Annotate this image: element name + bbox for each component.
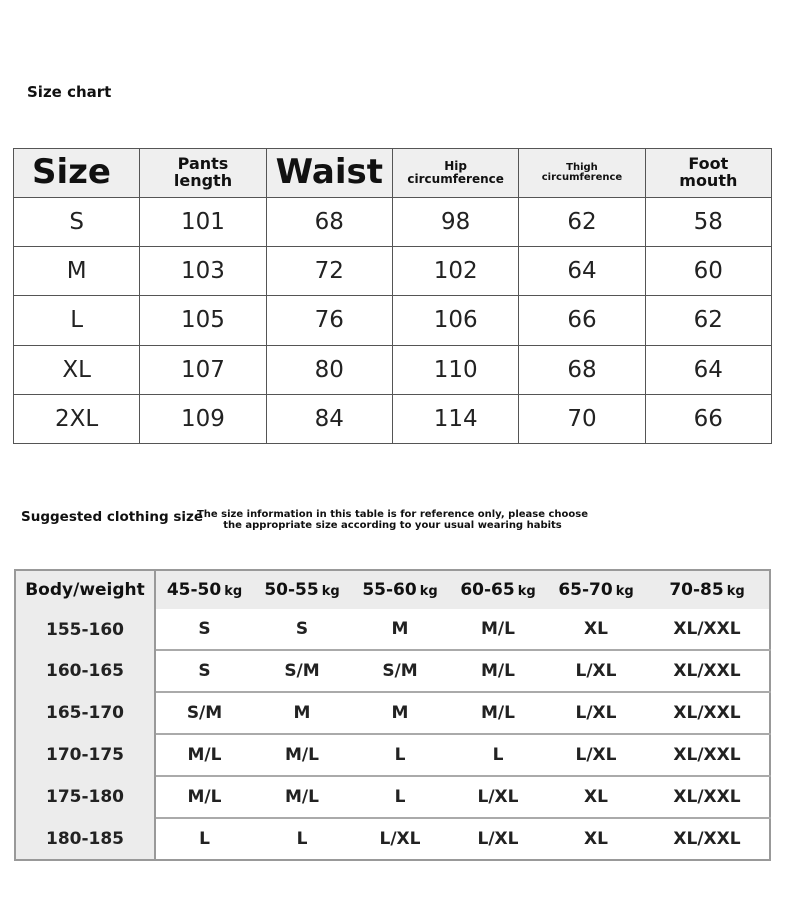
size-cell: S <box>155 650 253 692</box>
size-cell: L/XL <box>449 776 547 818</box>
height-range: 165-170 <box>15 692 155 734</box>
table-row <box>14 296 772 345</box>
table-row <box>14 394 772 443</box>
table-cell: L <box>14 296 140 345</box>
table-cell: 102 <box>392 247 518 296</box>
size-cell: L/XL <box>547 650 645 692</box>
size-cell: S/M <box>155 692 253 734</box>
table-cell: 60 <box>645 247 771 296</box>
table-cell: 66 <box>645 394 771 443</box>
size-chart-title: Size chart <box>27 83 112 101</box>
size-cell: XL <box>547 609 645 650</box>
weight-header: 55-60 kg <box>351 570 449 609</box>
height-range: 160-165 <box>15 650 155 692</box>
size-cell: M/L <box>155 776 253 818</box>
size-table-header <box>14 149 772 198</box>
size-cell: L <box>296 829 308 849</box>
table-cell: 68 <box>519 345 645 394</box>
table-cell: 84 <box>266 394 392 443</box>
table-cell: 101 <box>140 198 266 247</box>
table-cell: 103 <box>140 247 266 296</box>
size-header-foot-mouth: Foot mouth <box>645 149 771 198</box>
table-cell: 106 <box>392 296 518 345</box>
size-cell: XL/XXL <box>673 829 741 849</box>
height-range: 175-180 <box>15 776 155 818</box>
table-cell: XL <box>14 345 140 394</box>
table-cell: 107 <box>140 345 266 394</box>
size-header-hip: Hip circumference <box>392 149 518 198</box>
height-range: 180-185 <box>15 818 155 860</box>
size-header-thigh: Thigh circumference <box>519 149 645 198</box>
weight-header: 50-55 kg <box>253 570 351 609</box>
table-cell: 68 <box>266 198 392 247</box>
table-cell: 62 <box>645 296 771 345</box>
size-cell: M <box>253 692 351 734</box>
table-cell: 109 <box>140 394 266 443</box>
size-cell: M/L <box>449 609 547 650</box>
size-cell: XL/XXL <box>645 776 770 818</box>
size-cell: L/XL <box>379 829 421 849</box>
table-cell: S <box>14 198 140 247</box>
weight-header-row <box>15 570 770 609</box>
size-cell: L/XL <box>547 734 645 776</box>
table-cell: 110 <box>392 345 518 394</box>
size-cell: S <box>253 609 351 650</box>
table-cell: 66 <box>519 296 645 345</box>
table-cell: 76 <box>266 296 392 345</box>
size-cell: XL/XXL <box>645 734 770 776</box>
table-cell: 62 <box>519 198 645 247</box>
size-chart-table <box>13 148 772 444</box>
table-cell: 98 <box>392 198 518 247</box>
table-cell: 80 <box>266 345 392 394</box>
weight-header: 65-70 kg <box>547 570 645 609</box>
size-cell: L <box>199 829 210 849</box>
size-cell: M <box>351 609 449 650</box>
size-cell: XL/XXL <box>645 650 770 692</box>
size-cell: XL <box>584 829 608 849</box>
size-cell: S/M <box>351 650 449 692</box>
table-cell: 64 <box>519 247 645 296</box>
table-cell: 72 <box>266 247 392 296</box>
size-cell: S <box>155 609 253 650</box>
table-cell: 64 <box>645 345 771 394</box>
size-cell: XL/XXL <box>645 609 770 650</box>
size-cell: L <box>351 734 449 776</box>
table-row <box>14 247 772 296</box>
weight-header: 45-50 kg <box>155 570 253 609</box>
size-cell: L <box>351 776 449 818</box>
table-row <box>14 345 772 394</box>
weight-header: 60-65 kg <box>449 570 547 609</box>
size-cell: L/XL <box>547 692 645 734</box>
height-range: 170-175 <box>15 734 155 776</box>
size-cell: S/M <box>253 650 351 692</box>
size-header-size: Size <box>14 149 140 198</box>
suggested-size-title: Suggested clothing size <box>21 509 204 525</box>
size-header-waist: Waist <box>266 149 392 198</box>
table-row <box>15 734 770 776</box>
table-row <box>15 776 770 818</box>
table-row <box>15 818 770 860</box>
weight-header: 70-85 kg <box>645 570 770 609</box>
size-cell: XL/XXL <box>645 692 770 734</box>
size-cell: M/L <box>253 776 351 818</box>
size-cell: XL <box>547 776 645 818</box>
suggested-size-table <box>14 569 771 861</box>
size-cell: L/XL <box>477 829 519 849</box>
table-cell: M <box>14 247 140 296</box>
size-cell: M <box>351 692 449 734</box>
table-row <box>15 692 770 734</box>
body-weight-header: Body/weight <box>15 570 155 609</box>
height-range: 155-160 <box>15 609 155 650</box>
size-cell: M/L <box>449 692 547 734</box>
size-cell: M/L <box>155 734 253 776</box>
table-cell: 2XL <box>14 394 140 443</box>
table-row <box>15 609 770 650</box>
table-cell: 70 <box>519 394 645 443</box>
reference-note: The size information in this table is for reference only, please choose the appropriate size according to your usual wearing habits <box>196 509 589 531</box>
size-cell: M/L <box>449 650 547 692</box>
table-cell: 58 <box>645 198 771 247</box>
table-cell: 114 <box>392 394 518 443</box>
size-cell: L <box>449 734 547 776</box>
size-header-pants-length: Pants length <box>140 149 266 198</box>
table-row <box>14 198 772 247</box>
size-cell: M/L <box>253 734 351 776</box>
table-cell: 105 <box>140 296 266 345</box>
table-row <box>15 650 770 692</box>
